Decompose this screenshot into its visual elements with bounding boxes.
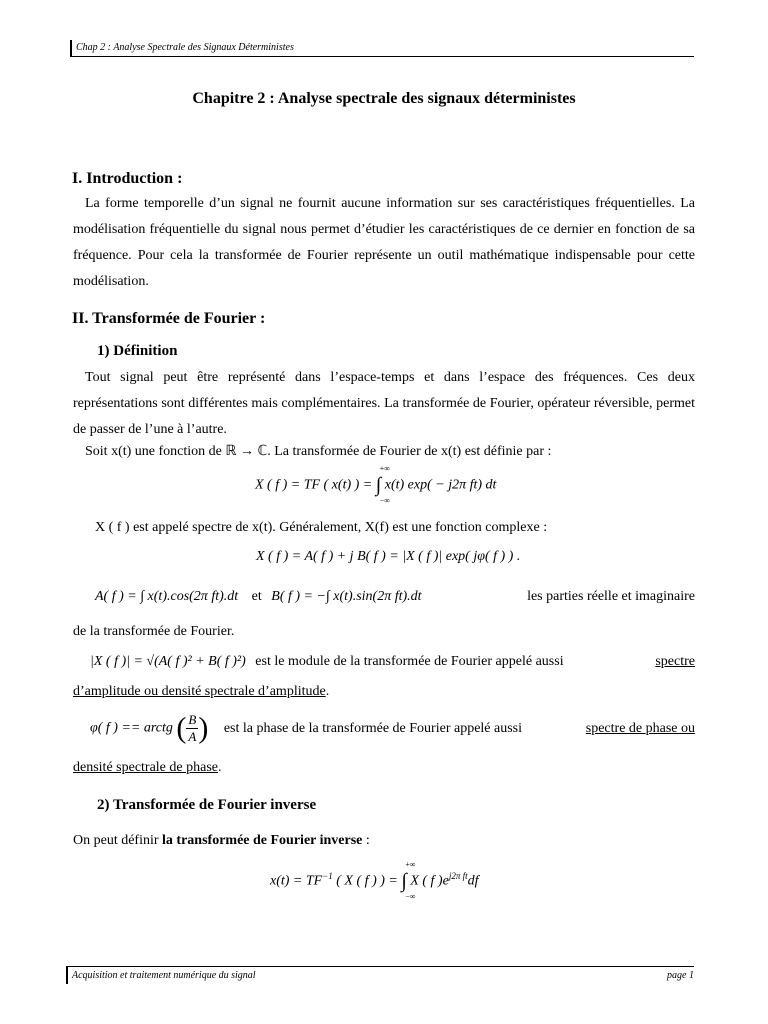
eq1-lhs: X ( f ) = TF ( x(t) ) = — [255, 477, 373, 493]
footer-text: Acquisition et traitement numérique du signal — [72, 970, 256, 981]
page-header — [70, 40, 694, 57]
left-paren: ( — [176, 711, 187, 745]
eq1-rhs: x(t) exp( − j2π ft) dt — [384, 477, 497, 493]
phase-fraction — [186, 712, 198, 745]
section-introduction-heading: I. Introduction : — [72, 170, 183, 187]
limit-top: +∞ — [379, 464, 390, 473]
page-title: Chapitre 2 : Analyse spectrale des signaux déterministes — [192, 90, 576, 107]
phase-underlined-2: densité spectrale de phase — [73, 760, 218, 775]
soit-line: Soit x(t) une fonction de ℝ → ℂ. La transformée de Fourier de x(t) est définie par : — [85, 444, 552, 459]
module-text: est le module de la transformée de Fourier appelé aussi — [255, 654, 564, 669]
equation-complex-form: X ( f ) = A( f ) + j B( f ) = |X ( f )| exp( jφ( f ) ) . — [256, 549, 521, 564]
inverse-intro-a: On peut définir — [73, 833, 163, 848]
inverse-intro-line — [73, 833, 370, 849]
real-imag-line — [95, 589, 695, 605]
eq4-lhs: x(t) = TF — [270, 873, 323, 889]
inverse-intro-bold: la transformée de Fourier inverse — [162, 833, 363, 848]
real-imag-tail: les parties réelle et imaginaire — [527, 589, 695, 604]
phase-dot: . — [218, 760, 222, 775]
limit-top-inverse: +∞ — [405, 860, 416, 869]
integral-sign: ∫ +∞ −∞ — [375, 464, 390, 505]
right-paren: ) — [198, 711, 209, 745]
page-number: page 1 — [667, 970, 694, 981]
definition-paragraph — [73, 365, 695, 443]
real-imag-end: de la transformée de Fourier. — [73, 624, 235, 639]
module-dot: . — [325, 684, 330, 699]
eq-imag-part: B( f ) = −∫ x(t).sin(2π ft).dt — [271, 589, 422, 604]
eq4-sup: −1 — [322, 871, 333, 882]
section-fourier-heading: II. Transformée de Fourier : — [72, 310, 266, 327]
eq-real-part: A( f ) = ∫ x(t).cos(2π ft).dt — [95, 589, 239, 604]
module-underlined-2: d’amplitude ou densité spectrale d’amplitude — [73, 684, 326, 699]
subsection-inverse-heading: 2) Transformée de Fourier inverse — [97, 797, 317, 813]
phase-denominator: A — [188, 729, 197, 744]
page-footer — [66, 966, 694, 984]
equation-fourier-transform — [255, 464, 497, 505]
header-text: Chap 2 : Analyse Spectrale des Signaux Déterministes — [76, 42, 294, 53]
phase-underlined-1: spectre de phase ou — [585, 721, 695, 736]
eq-module: |X ( f )| = √(A( f )² + B( f )²) — [90, 654, 246, 669]
intro-paragraph — [73, 191, 695, 295]
limit-bottom: −∞ — [379, 496, 390, 505]
eq4-exp: j2π ft — [448, 871, 468, 882]
phase-numerator: B — [188, 712, 197, 727]
eq4-mid: ( X ( f ) ) = — [336, 873, 398, 889]
module-underlined-1: spectre — [655, 654, 695, 669]
eq4-rhs: X ( f )e — [410, 873, 449, 889]
integral-sign-inverse: ∫ +∞ −∞ — [401, 860, 416, 901]
subsection-definition-heading: 1) Définition — [97, 343, 178, 359]
module-line-2 — [73, 684, 329, 700]
inverse-intro-c: : — [362, 833, 370, 848]
phase-line-2 — [73, 760, 222, 776]
module-line — [90, 654, 695, 670]
spectre-line: X ( f ) est appelé spectre de x(t). Généralement, X(f) est une fonction complexe : — [95, 520, 548, 535]
limit-bottom-inverse: −∞ — [405, 892, 416, 901]
equation-inverse-transform — [270, 860, 479, 901]
phase-text: est la phase de la transformée de Fourier appelé aussi — [223, 720, 523, 736]
definition-text: Tout signal peut être représenté dans l’espace-temps et dans l’espace des fréquences. Ces deux représentations sont différentes mais complémentaires. La transformée de Fourier, opérateur réversible, permet de passer de l’une à l’autre. — [73, 370, 695, 437]
phase-line — [90, 712, 695, 752]
eq-phase-lhs: φ( f ) == arctg — [90, 720, 173, 736]
word-et: et — [251, 589, 262, 604]
eq4-df: df — [467, 873, 479, 889]
intro-text: La forme temporelle d’un signal ne fournit aucune information sur ses caractéristiques fréquentielles. La modélisation fréquentielle du signal nous permet d’étudier les caractéristiques de ce dernier en fonction de sa fréquence. Pour cela la transformée de Fourier représente un outil mathématique indispensable pour cette modélisation. — [73, 196, 695, 289]
